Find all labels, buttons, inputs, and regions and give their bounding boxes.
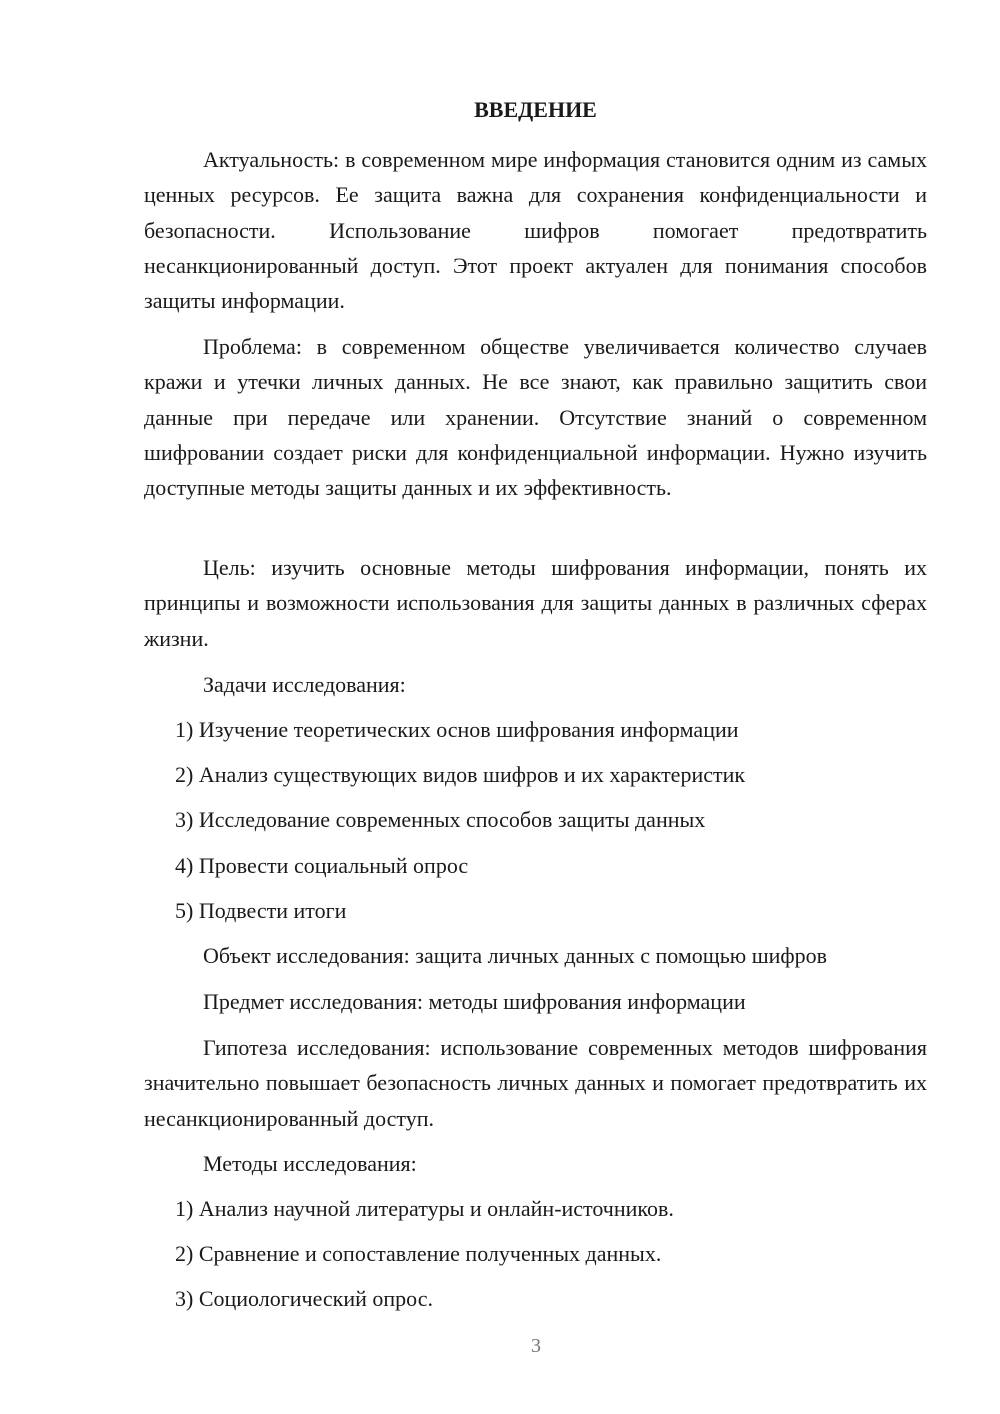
- task-item: 1) Изучение теоретических основ шифрования информации: [175, 717, 739, 742]
- problem-paragraph: Проблема: в современном обществе увеличивается количество случаев кражи и утечки личных данных. Не все знают, как правильно защитить свои данные при передаче или хранении. Отсутствие знаний о современном шифровании создает риски для конфиденциальной информации. Нужно изучить доступные методы защиты данных и их эффективность.: [144, 334, 927, 501]
- method-item: 3) Социологический опрос.: [175, 1286, 433, 1311]
- relevance-paragraph: Актуальность: в современном мире информация становится одним из самых ценных ресурсов. Ее защита важна для сохранения конфиденциальности и безопасности. Использование шифров помогает предотвратить несанкционированный доступ. Этот проект актуален для понимания способов защиты информации.: [144, 147, 927, 314]
- method-item: 2) Сравнение и сопоставление полученных данных.: [175, 1241, 662, 1266]
- page-title: ВВЕДЕНИЕ: [474, 97, 597, 122]
- tasks-heading: Задачи исследования:: [203, 672, 406, 697]
- research-object: Объект исследования: защита личных данных с помощью шифров: [203, 943, 828, 968]
- page-number: 3: [531, 1335, 541, 1357]
- hypothesis-paragraph: Гипотеза исследования: использование современных методов шифрования значительно повышает безопасность личных данных и помогает предотвратить их несанкционированный доступ.: [144, 1035, 927, 1131]
- method-item: 1) Анализ научной литературы и онлайн-источников.: [175, 1196, 674, 1221]
- task-item: 2) Анализ существующих видов шифров и их характеристик: [175, 762, 746, 787]
- research-subject: Предмет исследования: методы шифрования информации: [203, 989, 746, 1014]
- task-item: 4) Провести социальный опрос: [175, 853, 469, 878]
- task-item: 3) Исследование современных способов защиты данных: [175, 807, 706, 832]
- methods-heading: Методы исследования:: [203, 1151, 417, 1176]
- goal-paragraph: Цель: изучить основные методы шифрования информации, понять их принципы и возможности использования для защиты данных в различных сферах жизни.: [144, 555, 927, 651]
- task-item: 5) Подвести итоги: [175, 898, 347, 923]
